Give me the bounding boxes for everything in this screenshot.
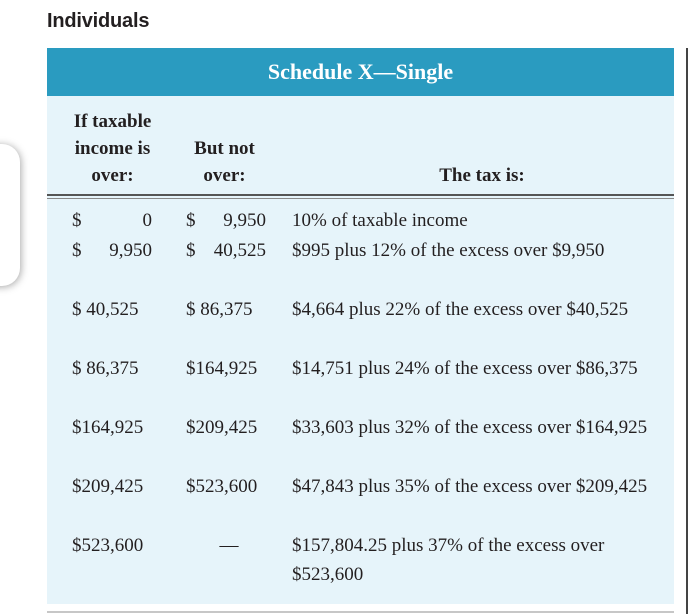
header-tax-is: The tax is: [439, 165, 525, 186]
header-line: income is [74, 138, 151, 159]
cell-tax: $995 plus 12% of the excess over $9,950 [292, 240, 605, 261]
currency-sign: $ [72, 210, 82, 231]
cell-but-not-over: $164,925 [186, 358, 258, 379]
cell-income-over: $ 86,375 [72, 358, 139, 379]
cell-income-over: $523,600 [72, 535, 144, 556]
cell-tax: $47,843 plus 35% of the excess over $209,425 [292, 476, 648, 497]
header-line: If taxable [73, 111, 152, 132]
cell-tax: $33,603 plus 32% of the excess over $164,925 [292, 417, 648, 438]
amount: 9,950 [223, 210, 266, 231]
tax-schedule-table [47, 48, 674, 604]
header-line: But not [194, 138, 255, 159]
cell-tax: $4,664 plus 22% of the excess over $40,525 [292, 299, 629, 320]
cell-tax: $157,804.25 plus 37% of the excess over $523,600 [292, 535, 605, 585]
side-tab[interactable] [0, 144, 20, 286]
cell-but-not-over: — [219, 535, 239, 556]
table-row [47, 295, 674, 354]
table-body [47, 206, 674, 590]
schedule-title: Schedule X—Single [47, 48, 674, 96]
cell-tax: $14,751 plus 24% of the excess over $86,375 [292, 358, 638, 379]
cell-tax: 10% of taxable income [292, 210, 468, 231]
cell-income-over: $209,425 [72, 476, 144, 497]
cell-but-not-over [186, 236, 266, 265]
cell-but-not-over: $ 86,375 [186, 299, 253, 320]
header-but-not-over [182, 135, 267, 189]
currency-sign: $ [186, 210, 196, 231]
cell-but-not-over [186, 206, 266, 235]
header-rule-thin [47, 198, 674, 199]
currency-sign: $ [72, 240, 82, 261]
header-line: over: [91, 165, 134, 186]
cell-income-over: $164,925 [72, 417, 144, 438]
table-row [47, 413, 674, 472]
header-income-over [65, 108, 160, 189]
amount: 9,950 [109, 240, 152, 261]
table-row [47, 472, 674, 531]
table-row [47, 206, 674, 236]
cell-but-not-over: $209,425 [186, 417, 258, 438]
table-row [47, 354, 674, 413]
table-row [47, 236, 674, 295]
amount: 40,525 [213, 240, 266, 261]
header-rule [47, 194, 674, 196]
table-row [47, 531, 674, 590]
cell-income-over: $ 40,525 [72, 299, 139, 320]
header-line: over: [203, 165, 246, 186]
amount: 0 [142, 210, 152, 231]
page-divider-right [686, 48, 688, 614]
cell-income-over [72, 206, 152, 235]
section-heading: Individuals [47, 10, 150, 32]
cell-income-over [72, 236, 152, 265]
cell-but-not-over: $523,600 [186, 476, 258, 497]
bottom-divider [47, 611, 674, 613]
currency-sign: $ [186, 240, 196, 261]
